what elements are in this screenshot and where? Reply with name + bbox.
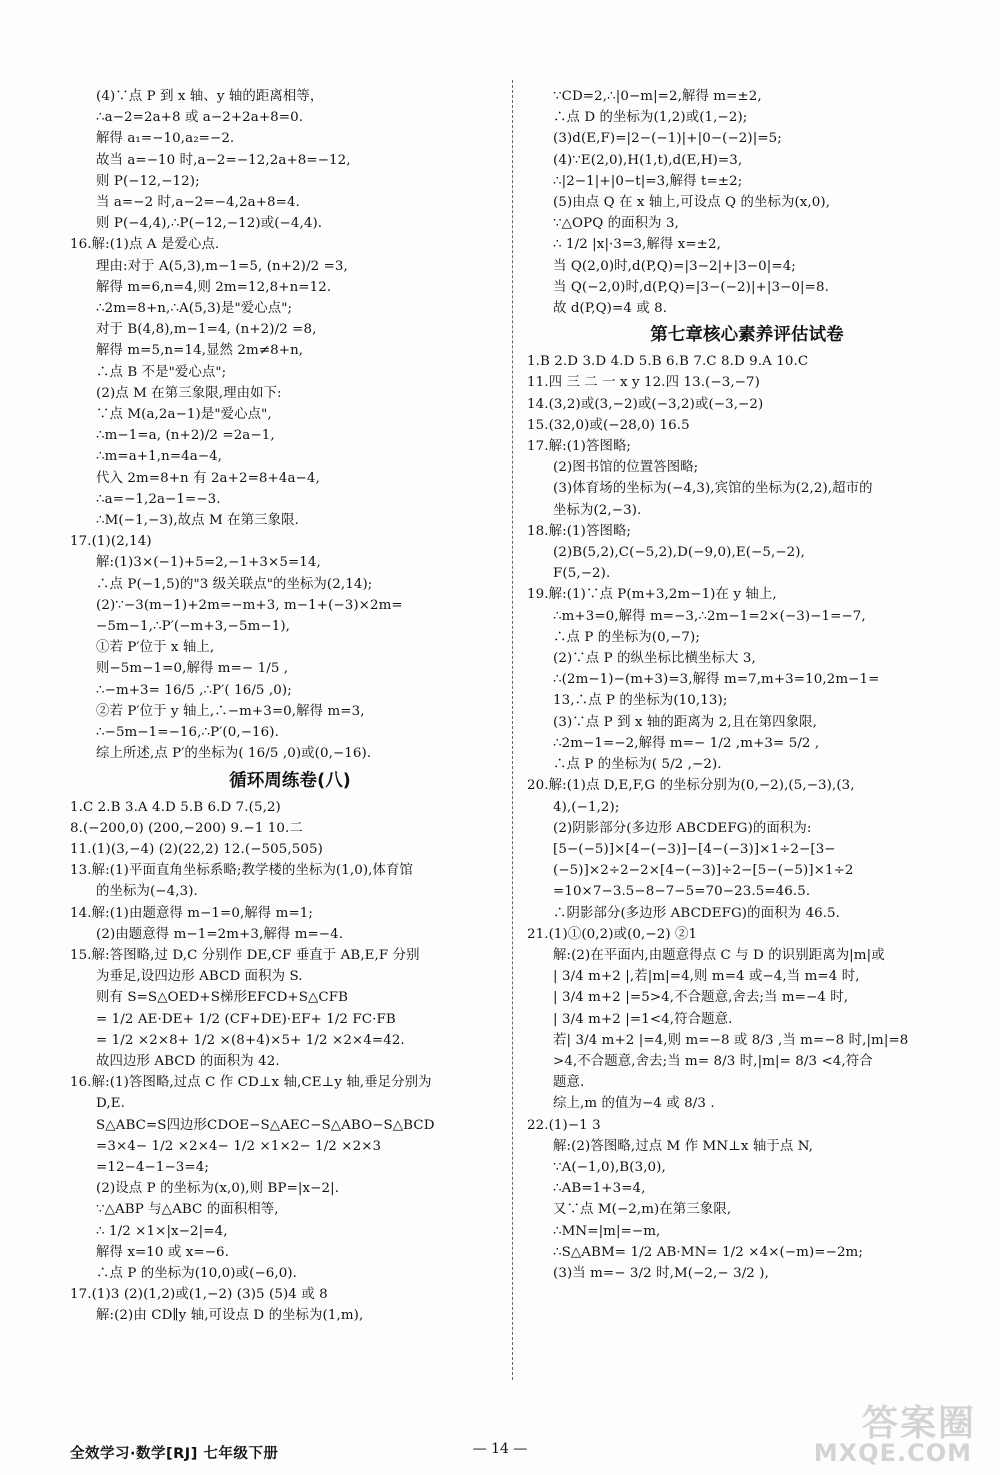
text-line: ∴点 P 的坐标为(0,−7); — [553, 629, 700, 645]
section-heading: 第七章核心素养评估试卷 — [650, 325, 844, 346]
text-line: (4)∵点 P 到 x 轴、y 轴的距离相等， — [96, 89, 324, 104]
text-line: ∴a−2=2a+8 或 a−2+2a+8=0. — [96, 110, 304, 126]
text-line: 17.(1)(2,14) — [70, 534, 152, 550]
text-line: | 3/4 m+2 |=1<4,符合题意. — [553, 1011, 733, 1027]
text-line: 15.(32,0)或(−28,0) 16.5 — [527, 417, 690, 433]
text-line: ∴AB=1+3=4, — [553, 1181, 646, 1197]
text-line: 18.解:(1)答图略; — [527, 523, 632, 539]
text-line: ①若 P′位于 x 轴上, — [96, 640, 215, 656]
text-line: 则 P(−4,4),∴P(−12,−12)或(−4,4). — [96, 216, 323, 232]
text-line: (2)点 M 在第三象限,理由如下: — [96, 385, 282, 401]
text-line: 解:(1)3×(−1)+5=2,−1+3×5=14, — [96, 555, 321, 571]
text-line: 11.四 三 二 一 x y 12.四 13.(−3,−7) — [527, 375, 760, 391]
text-line: 当 Q(2,0)时,d(P,Q)=|3−2|+|3−0|=4; — [553, 258, 796, 274]
text-line: ②若 P′位于 y 轴上,∴−m+3=0,解得 m=3, — [96, 703, 365, 719]
text-line: ∴M(−1,−3),故点 M 在第三象限. — [96, 513, 299, 529]
text-line: 17.(1)3 (2)(1,2)或(1,−2) (3)5 (5)4 或 8 — [70, 1287, 328, 1303]
text-line: (2)∵点 P 的纵坐标比横坐标大 3, — [553, 651, 756, 667]
text-line: | 3/4 m+2 |=5>4,不合题意,舍去;当 m=−4 时, — [553, 990, 849, 1006]
text-line: 16.解:(1)答图略,过点 C 作 CD⊥x 轴,CE⊥y 轴,垂足分别为 — [70, 1075, 432, 1091]
text-line: 的坐标为(−4,3). — [96, 884, 198, 900]
section-heading: 循环周练卷(八) — [229, 770, 351, 791]
text-line: ∴点 P(−1,5)的"3 级关联点"的坐标为(2,14); — [96, 576, 373, 592]
text-line: ∴点 D 的坐标为(1,2)或(1,−2); — [553, 110, 748, 126]
text-line: ∴ 1/2 |x|·3=3,解得 x=±2, — [553, 237, 721, 253]
text-line: 代入 2m=8+n 有 2a+2=8+4a−4, — [96, 470, 320, 486]
text-line: (3)d(E,F)=|2−(−1)|+|0−(−2)|=5; — [553, 131, 782, 147]
text-line: 故四边形 ABCD 的面积为 42. — [96, 1053, 280, 1069]
text-line: 则有 S=S△OED+S梯形EFCD+S△CFB — [96, 990, 349, 1006]
watermark-top-text: 答案圈 — [861, 1403, 976, 1444]
text-line: =3×4− 1/2 ×2×4− 1/2 ×1×2− 1/2 ×2×3 — [96, 1138, 382, 1154]
text-line: 若| 3/4 m+2 |=4,则 m=−8 或 8/3 ,当 m=−8 时,|m|=8 — [553, 1032, 909, 1048]
text-line: 14.解:(1)由题意得 m−1=0,解得 m=1; — [70, 905, 314, 921]
text-line: 解得 a₁=−10,a₂=−2. — [96, 131, 235, 147]
text-line: (2)B(5,2),C(−5,2),D(−9,0),E(−5,−2), — [553, 545, 805, 561]
footer-book-title: 全效学习·数学[RJ] 七年级下册 — [70, 1446, 279, 1462]
text-line: 21.(1)①(0,2)或(0,−2) ②1 — [527, 926, 698, 942]
text-line: ∴a=−1,2a−1=−3. — [96, 491, 221, 507]
text-line: ∴(2m−1)−(m+3)=3,解得 m=7,m+3=10,2m−1= — [553, 672, 880, 688]
text-line: 11.(1)(3,−4) (2)(22,2) 12.(−505,505) — [70, 841, 323, 857]
text-line: = 1/2 AE·DE+ 1/2 (CF+DE)·EF+ 1/2 FC·FB — [96, 1011, 396, 1027]
text-line: 为垂足,设四边形 ABCD 面积为 S. — [96, 969, 303, 985]
text-line: 解:(2)在平面内,由题意得点 C 与 D 的识别距离为|m|或 — [553, 947, 885, 963]
text-line: 解得 x=10 或 x=−6. — [96, 1244, 230, 1260]
text-line: 综上所述,点 P′的坐标为( 16/5 ,0)或(0,−16). — [96, 746, 372, 762]
text-line: 坐标为(2,−3). — [553, 502, 642, 518]
text-line: ∵CD=2,∴|0−m|=2,解得 m=±2, — [553, 89, 762, 104]
text-line: 14.(3,2)或(3,−2)或(−3,2)或(−3,−2) — [527, 396, 764, 412]
text-line: [5−(−5)]×[4−(−3)]−[4−(−3)]×1÷2−[3− — [553, 841, 836, 857]
text-line: = 1/2 ×2×8+ 1/2 ×(8+4)×5+ 1/2 ×2×4=42. — [96, 1032, 405, 1048]
text-line: ∴−5m−1=−16,∴P′(0,−16). — [96, 725, 279, 741]
text-line: 则 P(−12,−12); — [96, 173, 200, 189]
right-column — [527, 86, 967, 1284]
text-line: ∴m=a+1,n=4a−4, — [96, 449, 223, 465]
column-divider — [512, 80, 513, 1380]
text-line: 解:(2)答图略,过点 M 作 MN⊥x 轴于点 N, — [553, 1138, 814, 1154]
text-line: 16.解:(1)点 A 是爱心点. — [70, 237, 220, 253]
text-line: D,E. — [96, 1096, 125, 1112]
text-line: ∴ 1/2 ×1×|x−2|=4, — [96, 1223, 228, 1239]
text-line: ∴点 B 不是"爱心点"; — [96, 364, 227, 380]
text-line: (2)设点 P 的坐标为(x,0),则 BP=|x−2|. — [96, 1181, 340, 1197]
text-line: (−5)]×2÷2−2×[4−(−3)]÷2−[5−(−5)]×1÷2 — [553, 863, 854, 879]
text-line: 19.解:(1)∵点 P(m+3,2m−1)在 y 轴上, — [527, 587, 777, 603]
text-line: 15.解:答图略,过 D,C 分别作 DE,CF 垂直于 AB,E,F 分别 — [70, 947, 420, 963]
text-line: ∵△ABP 与△ABC 的面积相等, — [96, 1202, 279, 1218]
watermark-bottom-text: MXQE.COM — [813, 1439, 972, 1467]
text-line: 则−5m−1=0,解得 m=− 1/5 , — [96, 661, 289, 677]
text-line: 理由:对于 A(5,3),m−1=5, (n+2)/2 =3, — [96, 258, 348, 274]
text-line: 解:(2)由 CD∥y 轴,可设点 D 的坐标为(1,m), — [96, 1308, 364, 1324]
text-line: 题意. — [553, 1075, 585, 1091]
text-line: ∴S△ABM= 1/2 AB·MN= 1/2 ×4×(−m)=−2m; — [553, 1244, 863, 1260]
text-line: ∵A(−1,0),B(3,0), — [553, 1159, 666, 1175]
text-line: ∴2m=8+n,∴A(5,3)是"爱心点"; — [96, 301, 293, 317]
text-line: −5m−1,∴P′(−m+3,−5m−1), — [96, 619, 290, 635]
text-line: 当 Q(−2,0)时,d(P,Q)=|3−(−2)|+|3−0|=8. — [553, 279, 829, 295]
text-line: (4)∵E(2,0),H(1,t),d(E,H)=3, — [553, 152, 743, 168]
text-line: 综上,m 的值为−4 或 8/3 . — [553, 1096, 715, 1112]
text-line: (3)当 m=− 3/2 时,M(−2,− 3/2 ), — [553, 1265, 769, 1281]
text-line: (2)图书馆的位置答图略; — [553, 460, 699, 476]
left-column — [70, 86, 510, 1327]
text-line: =10×7−3.5−8−7−5=70−23.5=46.5. — [553, 884, 811, 900]
text-line: 13.解:(1)平面直角坐标系略;教学楼的坐标为(1,0),体育馆 — [70, 863, 414, 879]
text-line: 故 d(P,Q)=4 或 8. — [553, 301, 668, 317]
text-line: >4,不合题意,舍去;当 m= 8/3 时,|m|= 8/3 <4,符合 — [553, 1053, 873, 1069]
text-line: ∴m−1=a, (n+2)/2 =2a−1, — [96, 428, 275, 444]
text-line: | 3/4 m+2 |,若|m|=4,则 m=4 或−4,当 m=4 时, — [553, 969, 860, 985]
text-line: ∵点 M(a,2a−1)是"爱心点", — [96, 407, 272, 423]
text-line: 解得 m=6,n=4,则 2m=12,8+n=12. — [96, 279, 332, 295]
text-line: (2)由题意得 m−1=2m+3,解得 m=−4. — [96, 926, 344, 942]
footer-page-number: — 14 — — [472, 1441, 528, 1457]
text-line: 22.(1)−1 3 — [527, 1117, 601, 1133]
text-line: (3)体育场的坐标为(−4,3),宾馆的坐标为(2,2),超市的 — [553, 481, 873, 497]
text-line: ∴−m+3= 16/5 ,∴P′( 16/5 ,0); — [96, 682, 292, 698]
text-line: 当 a=−2 时,a−2=−4,2a+8=4. — [96, 195, 300, 211]
text-line: ∴|2−1|+|0−t|=3,解得 t=±2; — [553, 173, 743, 189]
text-line: =12−4−1−3=4; — [96, 1159, 209, 1175]
text-line: ∴2m−1=−2,解得 m=− 1/2 ,m+3= 5/2 , — [553, 735, 820, 751]
text-line: ∴点 P 的坐标为( 5/2 ,−2). — [553, 757, 722, 773]
text-line: 对于 B(4,8),m−1=4, (n+2)/2 =8, — [96, 322, 317, 338]
text-line: 4),(−1,2); — [553, 799, 620, 815]
text-line: ∵△OPQ 的面积为 3, — [553, 216, 679, 232]
text-line: (5)由点 Q 在 x 轴上,可设点 Q 的坐标为(x,0), — [553, 195, 831, 211]
text-line: 1.B 2.D 3.D 4.D 5.B 6.B 7.C 8.D 9.A 10.C — [527, 354, 809, 370]
text-line: (2)∵−3(m−1)+2m=−m+3, m−1+(−3)×2m= — [96, 597, 403, 613]
text-line: S△ABC=S四边形CDOE−S△AEC−S△ABO−S△BCD — [96, 1117, 435, 1133]
text-line: (2)阴影部分(多边形 ABCDEFG)的面积为: — [553, 820, 812, 836]
text-line: 1.C 2.B 3.A 4.D 5.B 6.D 7.(5,2) — [70, 799, 281, 815]
text-line: 17.解:(1)答图略; — [527, 439, 632, 455]
watermark-logo — [780, 1395, 980, 1470]
text-line: ∴阴影部分(多边形 ABCDEFG)的面积为 46.5. — [553, 905, 841, 921]
text-line: F(5,−2). — [553, 566, 611, 582]
text-line: 解得 m=5,n=14,显然 2m≠8+n, — [96, 343, 304, 359]
text-line: ∴MN=|m|=−m, — [553, 1223, 661, 1239]
text-line: (3)∵点 P 到 x 轴的距离为 2,且在第四象限, — [553, 714, 818, 730]
text-line: ∴点 P 的坐标为(10,0)或(−6,0). — [96, 1265, 298, 1281]
text-line: 20.解:(1)点 D,E,F,G 的坐标分别为(0,−2),(5,−3),(3, — [527, 778, 855, 794]
text-line: 8.(−200,0) (200,−200) 9.−1 10.二 — [70, 820, 303, 836]
text-line: ∴m+3=0,解得 m=−3,∴2m−1=2×(−3)−1=−7, — [553, 608, 866, 624]
text-line: 13,∴点 P 的坐标为(10,13); — [553, 693, 728, 709]
text-line: 又∵点 M(−2,m)在第三象限, — [553, 1202, 732, 1218]
text-line: 故当 a=−10 时,a−2=−12,2a+8=−12, — [96, 152, 351, 168]
